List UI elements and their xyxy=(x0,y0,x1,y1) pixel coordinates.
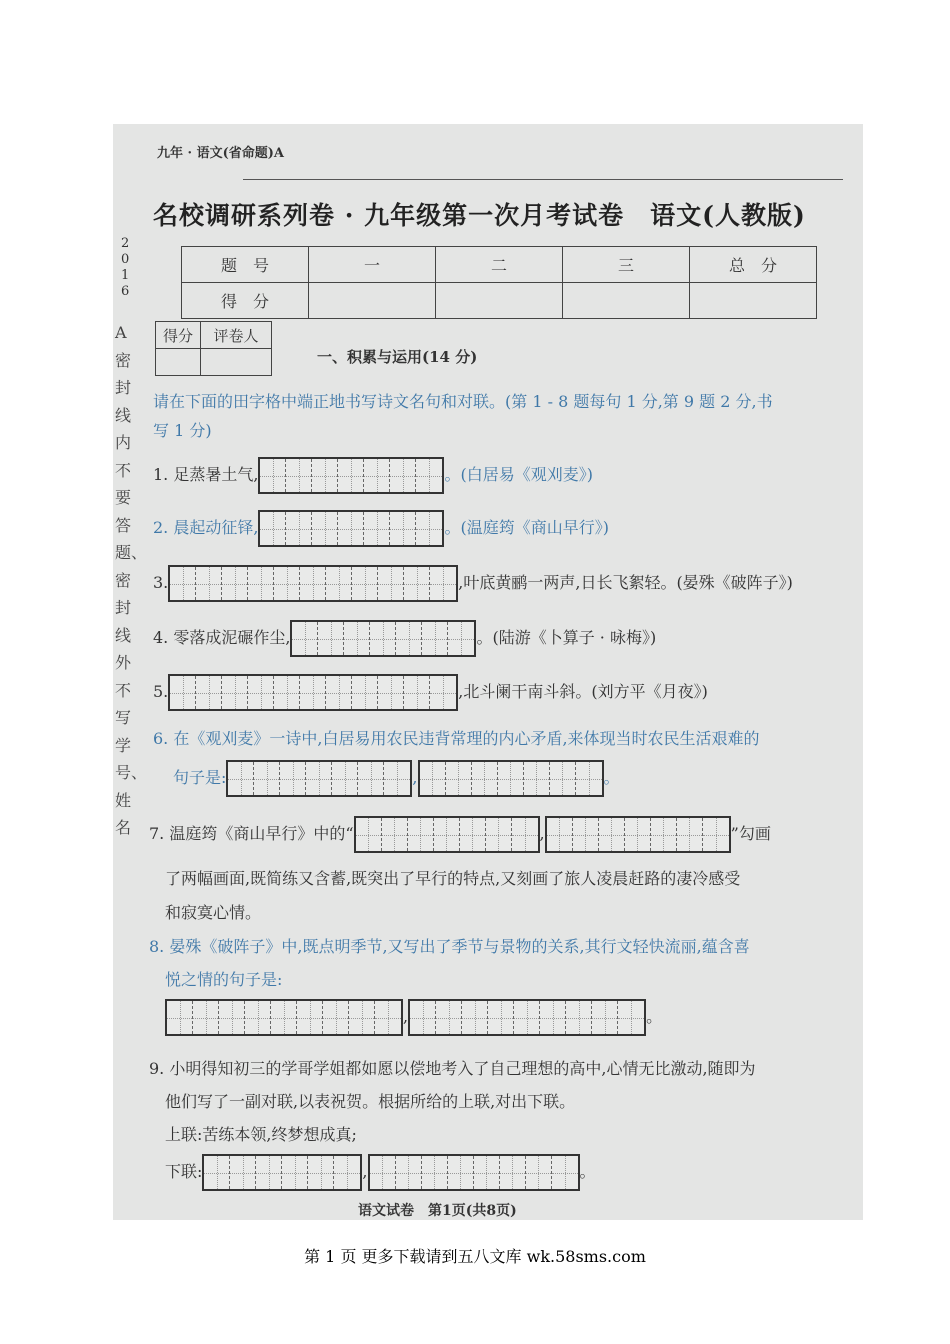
grid-cell[interactable] xyxy=(404,676,430,709)
grid-cell[interactable] xyxy=(230,1156,256,1189)
score-header-cell: 题 号 xyxy=(182,247,309,283)
grid-cell[interactable] xyxy=(170,567,196,600)
grid-cell[interactable] xyxy=(677,818,703,851)
answer-grid[interactable] xyxy=(202,1154,362,1191)
grid-cell[interactable] xyxy=(416,512,442,545)
question-7-line: 了两幅画面,既简练又含蓄,既突出了早行的特点,又刻画了旅人凌晨赶路的凄冷感受 xyxy=(165,869,741,888)
question-text: 5. xyxy=(153,682,169,701)
grid-cell[interactable] xyxy=(245,1001,271,1034)
grid-cell[interactable] xyxy=(323,1001,349,1034)
answer-grid[interactable] xyxy=(368,1154,580,1191)
grid-cell[interactable] xyxy=(547,818,573,851)
question-3 xyxy=(153,565,793,602)
instruction-line: 请在下面的田字格中端正地书写诗文名句和对联。(第 1 - 8 题每句 1 分,第 9 题 2 分,书 xyxy=(153,392,773,411)
grid-cell[interactable] xyxy=(326,567,352,600)
grid-cell[interactable] xyxy=(256,1156,282,1189)
grid-cell[interactable] xyxy=(436,1001,462,1034)
question-8-line: 悦之情的句子是: xyxy=(165,970,283,989)
grid-cell[interactable] xyxy=(498,762,524,795)
answer-grid[interactable] xyxy=(290,620,476,657)
score-header-cell: 一 xyxy=(309,247,436,283)
grid-cell[interactable] xyxy=(364,512,390,545)
grid-cell[interactable] xyxy=(618,1001,644,1034)
grid-cell[interactable] xyxy=(460,818,486,851)
lower-couplet-label: 下联: xyxy=(165,1162,203,1181)
question-source: ,北斗阑干南斗斜。(刘方平《月夜》) xyxy=(458,682,708,701)
grid-cell[interactable] xyxy=(474,1156,500,1189)
exam-title: 名校调研系列卷 · 九年级第一次月考试卷 语文(人教版) xyxy=(153,201,806,230)
separator: , xyxy=(362,1162,368,1181)
end-mark: 。 xyxy=(646,1007,663,1026)
grid-cell[interactable] xyxy=(352,676,378,709)
grid-cell[interactable] xyxy=(326,676,352,709)
grid-cell[interactable] xyxy=(280,762,306,795)
grid-cell[interactable] xyxy=(625,818,651,851)
grid-cell[interactable] xyxy=(430,567,456,600)
question-9-answer xyxy=(165,1154,596,1191)
grid-cell[interactable] xyxy=(306,762,332,795)
grid-cell[interactable] xyxy=(448,622,474,655)
question-8-answer xyxy=(165,999,662,1036)
grid-cell[interactable] xyxy=(300,676,326,709)
question-text: 3. xyxy=(153,573,169,592)
grid-cell[interactable] xyxy=(297,1001,323,1034)
grid-cell[interactable] xyxy=(434,818,460,851)
grid-cell[interactable] xyxy=(416,459,442,492)
grid-cell[interactable] xyxy=(566,1001,592,1034)
score-cell[interactable] xyxy=(690,283,817,319)
answer-grid[interactable] xyxy=(418,760,604,797)
grid-cell[interactable] xyxy=(550,762,576,795)
grid-cell[interactable] xyxy=(592,1001,618,1034)
grid-cell[interactable] xyxy=(248,676,274,709)
score-cell[interactable] xyxy=(436,283,563,319)
question-source: ,叶底黄鹂一两声,日长飞絮轻。(晏殊《破阵子》) xyxy=(458,573,793,592)
question-7 xyxy=(149,816,771,853)
grid-cell[interactable] xyxy=(488,1001,514,1034)
grid-cell[interactable] xyxy=(540,1001,566,1034)
answer-grid[interactable] xyxy=(354,816,540,853)
question-4 xyxy=(153,620,656,657)
question-6: 6. 在《观刈麦》一诗中,白居易用农民违背常理的内心矛盾,来体现当时农民生活艰难的 xyxy=(153,729,760,748)
question-text: 句子是: xyxy=(173,768,227,787)
grid-cell[interactable] xyxy=(420,762,446,795)
side-year: 2016 xyxy=(121,236,130,299)
score-header-cell: 三 xyxy=(563,247,690,283)
grid-cell[interactable] xyxy=(204,1156,230,1189)
grader-score-label: 得分 xyxy=(156,322,201,349)
answer-grid[interactable] xyxy=(408,999,646,1036)
grid-cell[interactable] xyxy=(378,676,404,709)
answer-grid[interactable] xyxy=(545,816,731,853)
grid-cell[interactable] xyxy=(292,622,318,655)
grid-cell[interactable] xyxy=(486,818,512,851)
question-1 xyxy=(153,457,593,494)
grid-cell[interactable] xyxy=(396,622,422,655)
grader-name-label: 评卷人 xyxy=(201,322,272,349)
grid-cell[interactable] xyxy=(222,567,248,600)
grid-cell[interactable] xyxy=(228,762,254,795)
grid-cell[interactable] xyxy=(167,1001,193,1034)
series-label: 九年 · 语文(省命题)A xyxy=(157,146,284,161)
grid-cell[interactable] xyxy=(196,676,222,709)
grid-cell[interactable] xyxy=(703,818,729,851)
grader-name-cell[interactable] xyxy=(201,349,272,376)
grid-cell[interactable] xyxy=(358,762,384,795)
seal-line-notice: A密封线内不要答题、密封线外不写学号、姓名 xyxy=(115,323,148,837)
grid-cell[interactable] xyxy=(422,1156,448,1189)
score-row-label: 得 分 xyxy=(182,283,309,319)
end-mark: 。 xyxy=(579,1162,596,1181)
question-source: 。(陆游《卜算子 · 咏梅》) xyxy=(476,628,657,647)
grid-cell[interactable] xyxy=(332,762,358,795)
grid-cell[interactable] xyxy=(390,512,416,545)
grid-cell[interactable] xyxy=(312,459,338,492)
grid-cell[interactable] xyxy=(396,1156,422,1189)
grid-cell[interactable] xyxy=(352,567,378,600)
grid-cell[interactable] xyxy=(312,512,338,545)
question-text: 1. 足蒸暑土气, xyxy=(153,465,259,484)
grid-cell[interactable] xyxy=(222,676,248,709)
question-8: 8. 晏殊《破阵子》中,既点明季节,又写出了季节与景物的关系,其行文轻快流丽,蕴含喜 xyxy=(149,937,750,956)
grid-cell[interactable] xyxy=(286,512,312,545)
grid-cell[interactable] xyxy=(260,459,286,492)
page-footer-note: 第 1 页 更多下载请到五八文库 wk.58sms.com xyxy=(304,1247,646,1266)
separator: , xyxy=(539,824,545,843)
grid-cell[interactable] xyxy=(286,459,312,492)
grid-cell[interactable] xyxy=(552,1156,578,1189)
header-divider xyxy=(243,179,843,180)
answer-grid[interactable] xyxy=(165,999,403,1036)
sheet-footer: 语文试卷 第1页(共8页) xyxy=(358,1203,517,1219)
grid-cell[interactable] xyxy=(378,567,404,600)
grid-cell[interactable] xyxy=(254,762,280,795)
exam-sheet xyxy=(113,124,863,1220)
grid-cell[interactable] xyxy=(462,1001,488,1034)
answer-grid[interactable] xyxy=(168,565,458,602)
question-text: 2. 晨起动征铎, xyxy=(153,518,259,537)
grid-cell[interactable] xyxy=(274,567,300,600)
grid-cell[interactable] xyxy=(375,1001,401,1034)
grid-cell[interactable] xyxy=(448,1156,474,1189)
grid-cell[interactable] xyxy=(364,459,390,492)
question-text: 4. 零落成泥碾作尘, xyxy=(153,628,291,647)
grid-cell[interactable] xyxy=(651,818,677,851)
grid-cell[interactable] xyxy=(384,762,410,795)
grid-cell[interactable] xyxy=(422,622,448,655)
grid-cell[interactable] xyxy=(370,1156,396,1189)
grid-cell[interactable] xyxy=(382,818,408,851)
answer-grid[interactable] xyxy=(226,760,412,797)
grid-cell[interactable] xyxy=(338,512,364,545)
score-header-cell: 总 分 xyxy=(690,247,817,283)
grid-cell[interactable] xyxy=(408,818,434,851)
grid-cell[interactable] xyxy=(524,762,550,795)
question-6-answer xyxy=(173,760,620,797)
grid-cell[interactable] xyxy=(271,1001,297,1034)
grid-cell[interactable] xyxy=(308,1156,334,1189)
grid-cell[interactable] xyxy=(248,567,274,600)
grid-cell[interactable] xyxy=(260,512,286,545)
grid-cell[interactable] xyxy=(472,762,498,795)
upper-couplet: 上联:苦练本领,终梦想成真; xyxy=(165,1125,357,1144)
grid-cell[interactable] xyxy=(390,459,416,492)
score-cell[interactable] xyxy=(563,283,690,319)
grid-cell[interactable] xyxy=(370,622,396,655)
section-title: 一、积累与运用(14 分) xyxy=(317,348,478,366)
grid-cell[interactable] xyxy=(349,1001,375,1034)
grid-cell[interactable] xyxy=(526,1156,552,1189)
separator: , xyxy=(412,768,418,787)
score-header-cell: 二 xyxy=(436,247,563,283)
score-table-score-row xyxy=(182,283,817,319)
grid-cell[interactable] xyxy=(282,1156,308,1189)
separator: , xyxy=(403,1007,409,1026)
grid-cell[interactable] xyxy=(599,818,625,851)
grid-cell[interactable] xyxy=(500,1156,526,1189)
grid-cell[interactable] xyxy=(170,676,196,709)
grid-cell[interactable] xyxy=(193,1001,219,1034)
question-5 xyxy=(153,674,708,711)
score-table-header-row xyxy=(182,247,817,283)
question-source: 。(白居易《观刈麦》) xyxy=(444,465,593,484)
question-2 xyxy=(153,510,609,547)
grid-cell[interactable] xyxy=(318,622,344,655)
grid-cell[interactable] xyxy=(573,818,599,851)
grid-cell[interactable] xyxy=(410,1001,436,1034)
grid-cell[interactable] xyxy=(196,567,222,600)
grid-cell[interactable] xyxy=(274,676,300,709)
question-text: 7. 温庭筠《商山早行》中的“ xyxy=(149,824,354,843)
question-source: 。(温庭筠《商山早行》) xyxy=(444,518,609,537)
answer-grid[interactable] xyxy=(168,674,458,711)
grid-cell[interactable] xyxy=(430,676,456,709)
answer-grid[interactable] xyxy=(258,457,444,494)
grid-cell[interactable] xyxy=(576,762,602,795)
instruction-line: 写 1 分) xyxy=(153,421,212,440)
question-9: 9. 小明得知初三的学哥学姐都如愿以偿地考入了自己理想的高中,心情无比激动,随即为 xyxy=(149,1059,756,1078)
grid-cell[interactable] xyxy=(356,818,382,851)
score-table xyxy=(181,246,817,319)
grid-cell[interactable] xyxy=(219,1001,245,1034)
grid-cell[interactable] xyxy=(338,459,364,492)
question-7-line: 和寂寞心情。 xyxy=(165,903,262,922)
end-mark: 。 xyxy=(603,768,620,787)
score-cell[interactable] xyxy=(309,283,436,319)
grid-cell[interactable] xyxy=(404,567,430,600)
grid-cell[interactable] xyxy=(446,762,472,795)
answer-grid[interactable] xyxy=(258,510,444,547)
grid-cell[interactable] xyxy=(300,567,326,600)
grid-cell[interactable] xyxy=(514,1001,540,1034)
grid-cell[interactable] xyxy=(512,818,538,851)
grid-cell[interactable] xyxy=(334,1156,360,1189)
grader-score-cell[interactable] xyxy=(156,349,201,376)
question-9-line: 他们写了一副对联,以表祝贺。根据所给的上联,对出下联。 xyxy=(165,1092,576,1111)
question-text: ”勾画 xyxy=(730,824,771,843)
grid-cell[interactable] xyxy=(344,622,370,655)
grader-box xyxy=(155,321,272,376)
